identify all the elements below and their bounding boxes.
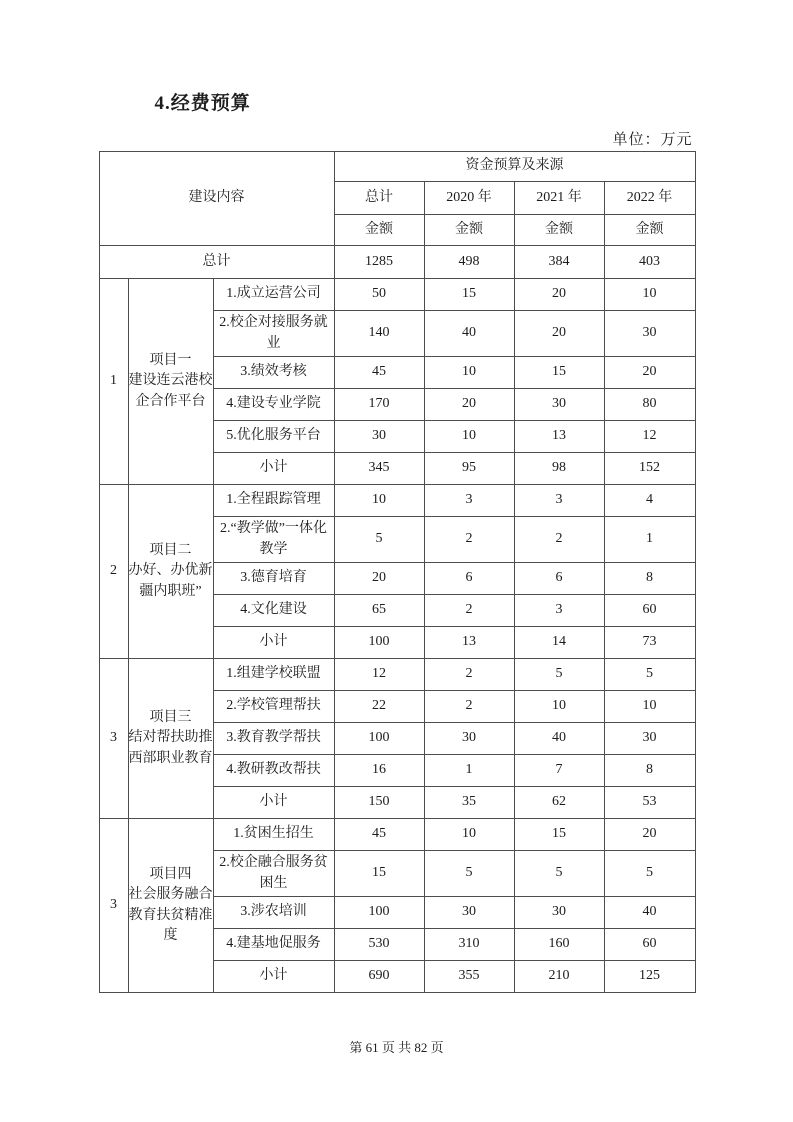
item-value: 5: [604, 851, 695, 897]
item-value: 5: [424, 851, 514, 897]
subtotal-value: 35: [424, 787, 514, 819]
project-subtitle: 办好、办优新疆内职班”: [128, 563, 213, 599]
item-value: 100: [334, 723, 424, 755]
project-name: [128, 819, 213, 993]
item-value: 10: [424, 819, 514, 851]
item-label: 4.建基地促服务: [213, 929, 334, 961]
item-label: 2.校企融合服务贫困生: [213, 851, 334, 897]
grand-total-value: 498: [424, 246, 514, 279]
item-value: 20: [514, 279, 604, 311]
project-number: 3: [99, 819, 128, 993]
item-label: 1.组建学校联盟: [213, 659, 334, 691]
subtotal-label: 小计: [213, 787, 334, 819]
item-value: 140: [334, 311, 424, 357]
item-value: 12: [334, 659, 424, 691]
project-title: 项目一: [149, 353, 192, 369]
subtotal-value: 53: [604, 787, 695, 819]
table-row: [99, 485, 695, 517]
item-value: 30: [424, 723, 514, 755]
header-amount: 金额: [514, 215, 604, 246]
item-value: 15: [514, 819, 604, 851]
grand-total-row: [99, 246, 695, 279]
document-page: [99, 0, 695, 1056]
item-value: 40: [514, 723, 604, 755]
item-value: 1: [604, 517, 695, 563]
subtotal-value: 150: [334, 787, 424, 819]
header-amount: 金额: [424, 215, 514, 246]
section-title: 4.经费预算: [154, 93, 251, 114]
header-amount: 金额: [604, 215, 695, 246]
project-title: 项目二: [149, 543, 192, 559]
item-label: 1.成立运营公司: [213, 279, 334, 311]
project-name: [128, 279, 213, 485]
item-value: 20: [514, 311, 604, 357]
item-value: 45: [334, 357, 424, 389]
subtotal-value: 690: [334, 961, 424, 993]
subtotal-value: 62: [514, 787, 604, 819]
project-number: 1: [99, 279, 128, 485]
subtotal-value: 95: [424, 453, 514, 485]
item-label: 3.德育培育: [213, 563, 334, 595]
item-value: 5: [604, 659, 695, 691]
item-value: 6: [424, 563, 514, 595]
item-value: 16: [334, 755, 424, 787]
header-col-total: 总计: [334, 182, 424, 215]
item-value: 10: [424, 421, 514, 453]
item-value: 30: [334, 421, 424, 453]
item-value: 3: [514, 485, 604, 517]
item-value: 12: [604, 421, 695, 453]
item-value: 2: [424, 659, 514, 691]
header-col-2022: 2022 年: [604, 182, 695, 215]
item-label: 3.绩效考核: [213, 357, 334, 389]
project-name: [128, 485, 213, 659]
item-value: 22: [334, 691, 424, 723]
subtotal-value: 14: [514, 627, 604, 659]
item-value: 15: [424, 279, 514, 311]
grand-total-label: 总计: [99, 246, 334, 279]
item-label: 2.学校管理帮扶: [213, 691, 334, 723]
item-value: 10: [334, 485, 424, 517]
header-content: 建设内容: [99, 152, 334, 246]
subtotal-value: 13: [424, 627, 514, 659]
item-label: 5.优化服务平台: [213, 421, 334, 453]
item-value: 7: [514, 755, 604, 787]
item-value: 10: [604, 691, 695, 723]
item-label: 1.全程跟踪管理: [213, 485, 334, 517]
table-row: [99, 659, 695, 691]
project-subtitle: 社会服务融合教育扶贫精准度: [128, 887, 213, 943]
subtotal-value: 210: [514, 961, 604, 993]
item-value: 5: [514, 851, 604, 897]
page-footer: 第 61 页 共 82 页: [349, 1040, 444, 1055]
project-number: 2: [99, 485, 128, 659]
item-value: 10: [424, 357, 514, 389]
project-subtitle: 建设连云港校企合作平台: [128, 373, 213, 409]
item-label: 4.文化建设: [213, 595, 334, 627]
item-value: 15: [334, 851, 424, 897]
item-value: 2: [424, 595, 514, 627]
item-label: 3.教育教学帮扶: [213, 723, 334, 755]
subtotal-value: 73: [604, 627, 695, 659]
item-label: 4.建设专业学院: [213, 389, 334, 421]
item-value: 1: [424, 755, 514, 787]
item-value: 170: [334, 389, 424, 421]
header-source: 资金预算及来源: [334, 152, 695, 182]
item-value: 8: [604, 563, 695, 595]
item-value: 60: [604, 595, 695, 627]
item-value: 160: [514, 929, 604, 961]
item-value: 3: [514, 595, 604, 627]
item-value: 530: [334, 929, 424, 961]
project-subtitle: 结对帮扶助推西部职业教育: [128, 730, 213, 766]
item-value: 20: [604, 357, 695, 389]
budget-table: [99, 151, 696, 993]
item-value: 50: [334, 279, 424, 311]
subtotal-label: 小计: [213, 453, 334, 485]
subtotal-value: 98: [514, 453, 604, 485]
item-value: 40: [604, 897, 695, 929]
item-value: 20: [424, 389, 514, 421]
project-title: 项目三: [149, 710, 192, 726]
project-name: [128, 659, 213, 819]
table-row: [99, 279, 695, 311]
item-value: 2: [424, 517, 514, 563]
unit-label: 单位：万元: [612, 132, 693, 148]
item-value: 20: [334, 563, 424, 595]
item-value: 3: [424, 485, 514, 517]
item-label: 2.校企对接服务就业: [213, 311, 334, 357]
item-label: 3.涉农培训: [213, 897, 334, 929]
grand-total-value: 384: [514, 246, 604, 279]
item-value: 2: [424, 691, 514, 723]
item-label: 2.“教学做”一体化教学: [213, 517, 334, 563]
grand-total-value: 403: [604, 246, 695, 279]
item-value: 100: [334, 897, 424, 929]
item-value: 40: [424, 311, 514, 357]
item-label: 1.贫困生招生: [213, 819, 334, 851]
subtotal-value: 152: [604, 453, 695, 485]
item-value: 5: [334, 517, 424, 563]
item-value: 30: [514, 389, 604, 421]
item-value: 45: [334, 819, 424, 851]
subtotal-label: 小计: [213, 627, 334, 659]
item-value: 8: [604, 755, 695, 787]
item-value: 30: [604, 723, 695, 755]
item-value: 30: [604, 311, 695, 357]
item-value: 5: [514, 659, 604, 691]
item-value: 60: [604, 929, 695, 961]
subtotal-value: 355: [424, 961, 514, 993]
project-number: 3: [99, 659, 128, 819]
item-label: 4.教研教改帮扶: [213, 755, 334, 787]
item-value: 30: [424, 897, 514, 929]
item-value: 15: [514, 357, 604, 389]
header-col-2021: 2021 年: [514, 182, 604, 215]
item-value: 80: [604, 389, 695, 421]
project-title: 项目四: [149, 866, 192, 882]
item-value: 4: [604, 485, 695, 517]
item-value: 20: [604, 819, 695, 851]
item-value: 65: [334, 595, 424, 627]
header-row-source: [99, 152, 695, 182]
item-value: 310: [424, 929, 514, 961]
subtotal-value: 125: [604, 961, 695, 993]
subtotal-label: 小计: [213, 961, 334, 993]
subtotal-value: 100: [334, 627, 424, 659]
header-col-2020: 2020 年: [424, 182, 514, 215]
item-value: 2: [514, 517, 604, 563]
item-value: 13: [514, 421, 604, 453]
item-value: 10: [604, 279, 695, 311]
item-value: 10: [514, 691, 604, 723]
item-value: 30: [514, 897, 604, 929]
table-row: [99, 819, 695, 851]
header-amount: 金额: [334, 215, 424, 246]
subtotal-value: 345: [334, 453, 424, 485]
grand-total-value: 1285: [334, 246, 424, 279]
item-value: 6: [514, 563, 604, 595]
